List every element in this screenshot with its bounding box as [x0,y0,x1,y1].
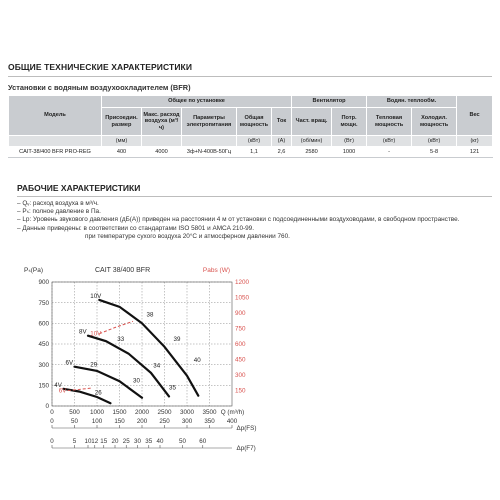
noise-label: 26 [94,389,102,397]
curve-label: 6V [65,359,74,367]
dp-f7-tick-label: 0 [50,438,54,445]
th-col: Холодил. мощность [412,108,457,136]
section-title: ОБЩИЕ ТЕХНИЧЕСКИЕ ХАРАКТЕРИСТИКИ [8,62,193,72]
x-tick-label: 0 [50,409,54,416]
dp-f7-tick-label: 30 [134,438,141,445]
unit-cell: (об/мин) [292,136,332,147]
noise-label: 34 [153,362,161,370]
th-cooler: Водян. теплообм. [367,96,457,108]
dp-f7-tick-label: 25 [122,438,130,445]
performance-title: РАБОЧИЕ ХАРАКТЕРИСТИКИ [17,183,141,193]
spec-table [8,95,493,158]
dp-fs-tick-label: 350 [204,418,215,425]
unit-cell: (кВт) [412,136,457,147]
dp-f7-tick-label: 15 [100,438,108,445]
dp-f7-tick-label: 5 [72,438,77,445]
dp-f7-tick-label: 60 [199,438,207,445]
noise-label: 39 [173,336,181,344]
unit-cell: (А) [272,136,292,147]
dp-fs-tick-label: 50 [71,418,78,425]
data-cell: 2580 [292,147,332,158]
y-tick-label: 600 [38,320,49,328]
y-tick-label: 750 [38,299,49,307]
y-tick-label: 0 [45,403,49,411]
data-cell: 1,1 [237,147,272,158]
x-axis-label: Q (m³/h) [220,409,245,416]
note-line: – Данные приведены: в соответствии со стандартами ISO 5801 и AMCA 210-99. [17,224,255,232]
data-cell: 4000 [142,147,182,158]
y-axis-label-right: Pabs (W) [202,267,230,274]
y-right-tick-label: 1200 [235,279,250,287]
th-col: Ток [272,108,292,136]
y-right-tick-label: 450 [235,356,246,364]
curve-label: 4V [54,381,62,389]
subsection-title: Установки с водяным воздухоохладителем (BFR) [8,83,191,92]
th-col: Общая мощность [237,108,272,136]
dp-f7-label: Δp(F7) [236,445,256,452]
dp-f7-tick-label: 20 [111,438,119,445]
y-right-tick-label: 300 [235,372,246,380]
y-right-tick-label: 750 [235,325,246,333]
y-axis-label-left: Pₛ(Pa) [24,267,44,274]
y-tick-label: 900 [38,279,49,287]
x-tick-label: 3500 [202,409,217,416]
noise-label: 33 [117,336,125,344]
dp-fs-label: Δp(FS) [236,425,257,432]
x-tick-label: 1500 [112,409,127,416]
data-cell: - [367,147,412,158]
th-col: Част. вращ. [292,108,332,136]
curve-4V [63,389,110,403]
unit-cell: (кг) [457,136,493,147]
th-fan: Вентилятор [292,96,367,108]
dp-fs-tick-label: 0 [50,418,54,425]
curve-label: 8V [79,328,87,336]
data-cell: 400 [102,147,142,158]
y-tick-label: 450 [38,341,49,349]
noise-label: 38 [146,311,154,319]
noise-label: 29 [90,361,98,369]
x-tick-label: 1000 [89,409,105,416]
th-general: Общее по установке [102,96,292,108]
th-col: Параметры электропитания [182,108,237,136]
dp-f7-tick-label: 40 [156,438,164,445]
th-col: Макс. расход воздуха (м³/ч) [142,108,182,136]
unit-cell: (Вт) [332,136,367,147]
th-col: Присоедин. размер [102,108,142,136]
divider [8,76,492,77]
divider [17,196,492,197]
power-curve-label: 10V [90,330,102,338]
y-right-tick-label: 150 [235,387,246,395]
data-cell: 3ф+N-400В-50Гц [182,147,237,158]
dp-fs-tick-label: 300 [181,418,193,425]
unit-cell: (кВт) [237,136,272,147]
th-model: Модель [9,96,102,136]
noise-label: 30 [133,377,140,385]
dp-fs-tick-label: 400 [226,418,238,425]
y-right-tick-label: 600 [235,341,246,349]
unit-cell [182,136,237,147]
x-tick-label: 2500 [157,409,172,416]
power-curve-label: 6V [58,387,67,395]
note-line: – Lp: Уровень звукового давления (дБ(А)) приведен на расстоянии 4 м от установки с подсоединенными воздуховодами, в свободном пространстве. [17,216,460,224]
data-cell: 2,6 [272,147,292,158]
data-cell: 5-8 [412,147,457,158]
curve-label: 10V [90,292,102,300]
noise-label: 35 [169,384,176,392]
dp-fs-tick-label: 100 [91,418,103,425]
data-cell: 1000 [332,147,367,158]
y-tick-label: 300 [38,361,49,369]
dp-f7-tick-label: 50 [179,438,186,445]
unit-cell: (мм) [102,136,142,147]
dp-f7-tick-label: 12 [91,438,99,445]
y-right-tick-label: 1050 [235,294,250,302]
dp-fs-tick-label: 150 [114,418,125,425]
performance-chart [0,258,500,500]
note-line: – Pₛ: полное давление в Па. [17,208,101,216]
noise-label: 40 [193,356,201,364]
x-tick-label: 3000 [179,409,195,416]
unit-cell [142,136,182,147]
y-right-tick-label: 900 [235,310,246,318]
unit-cell [9,136,102,147]
x-tick-label: 2000 [134,409,150,416]
data-cell: 121 [457,147,493,158]
dp-f7-tick-label: 10 [84,438,92,445]
th-weight: Вес [457,96,493,136]
dp-fs-tick-label: 250 [159,418,170,425]
data-cell: CAIT-38/400 BFR PRO-REG [9,147,102,158]
unit-cell: (кВт) [367,136,412,147]
dp-f7-tick-label: 35 [145,438,153,445]
dp-fs-tick-label: 200 [136,418,148,425]
th-col: Тепловая мощность [367,108,412,136]
x-tick-label: 500 [69,409,80,416]
notes [17,200,459,241]
y-tick-label: 150 [38,382,49,390]
chart-title: CAIT 38/400 BFR [95,267,151,274]
note-line: – Qᵥ: расход воздуха в м³/ч. [17,200,99,207]
note-line: при температуре сухого воздуха 20°С и атмосферном давлении 760. [85,232,290,240]
th-col: Потр. мощн. [332,108,367,136]
